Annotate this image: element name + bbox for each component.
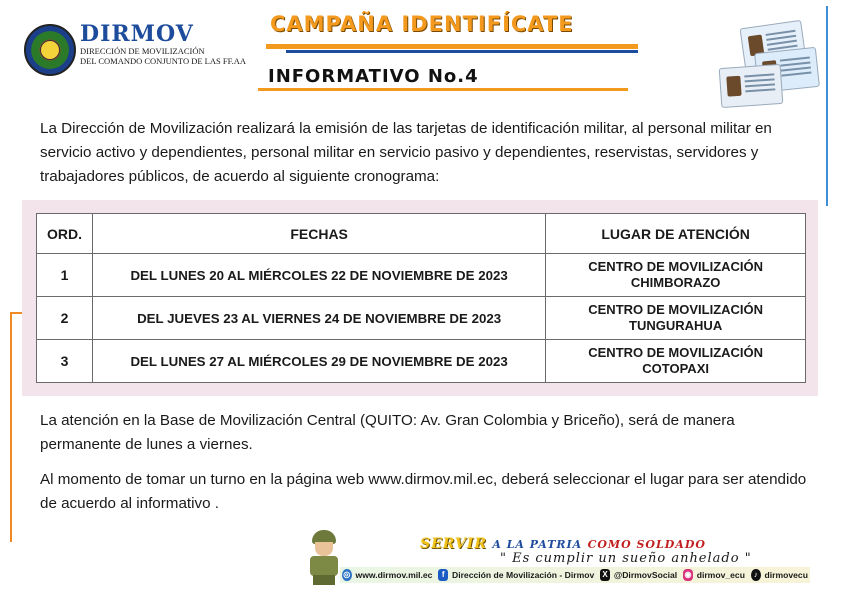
dirmov-seal-icon — [24, 24, 76, 76]
lugar-line-1: CENTRO DE MOVILIZACIÓN — [588, 302, 764, 317]
header-ord: ORD. — [37, 214, 93, 254]
x-link[interactable]: @DirmovSocial — [613, 570, 678, 580]
header-lugar: LUGAR DE ATENCIÓN — [546, 214, 806, 254]
row-fecha: DEL LUNES 27 AL MIÉRCOLES 29 DE NOVIEMBRE DE 2023 — [92, 340, 545, 383]
lugar-line-2: COTOPAXI — [642, 361, 709, 376]
row-ord: 1 — [37, 254, 93, 297]
instagram-icon: ◉ — [684, 570, 692, 579]
slogan-patria: A LA PATRIA — [492, 538, 583, 551]
web-link[interactable]: www.dirmov.mil.ec — [355, 570, 433, 580]
slogan — [420, 536, 810, 552]
row-ord: 3 — [37, 340, 93, 383]
table-row — [37, 254, 806, 297]
slogan-subtitle: " Es cumplir un sueño anhelado " — [500, 551, 752, 566]
lugar-line-1: CENTRO DE MOVILIZACIÓN — [588, 345, 764, 360]
table-row — [37, 297, 806, 340]
id-cards-icon — [712, 24, 822, 108]
web-turn-paragraph: Al momento de tomar un turno en la página web www.dirmov.mil.ec, deberá seleccionar el lugar para ser atendido de acuerdo al informativo . — [40, 471, 807, 512]
row-ord: 2 — [37, 297, 93, 340]
header-fechas: FECHAS — [92, 214, 545, 254]
frame-line-right — [826, 6, 828, 206]
brand-name: DIRMOV — [80, 21, 194, 47]
informativo-heading: INFORMATIVO No.4 — [268, 66, 479, 87]
table-row — [37, 340, 806, 383]
lugar-line-2: TUNGURAHUA — [629, 318, 723, 333]
brand-block — [80, 21, 247, 66]
row-fecha: DEL JUEVES 23 AL VIERNES 24 DE NOVIEMBRE DE 2023 — [92, 297, 545, 340]
facebook-icon: f — [438, 569, 448, 581]
campaign-title: CAMPAÑA IDENTIFÍCATE — [270, 12, 574, 36]
tiktok-icon: ♪ — [751, 569, 761, 581]
schedule-table — [36, 213, 806, 383]
facebook-link[interactable]: Dirección de Movilización - Dirmov — [451, 570, 595, 580]
informativo-underline — [258, 88, 628, 91]
brand-subtitle-2: DEL COMANDO CONJUNTO DE LAS FF.AA — [80, 56, 247, 66]
social-links-bar — [340, 567, 810, 583]
intro-paragraph: La Dirección de Movilización realizará la emisión de las tarjetas de identificación militar, al personal militar en servicio activo y dependientes, personal militar en servicio pasivo y dependientes, reservistas, servidores y trabajadores públicos, de acuerdo al siguiente cronograma: — [40, 120, 772, 185]
title-underline — [266, 44, 638, 60]
web-icon: ◎ — [343, 570, 351, 579]
id-card — [719, 64, 784, 108]
frame-line-left — [10, 312, 12, 542]
central-base-paragraph: La atención en la Base de Movilización Central (QUITO: Av. Gran Colombia y Briceño), será de manera permanente de lunes a viernes. — [40, 412, 735, 453]
instagram-link[interactable]: dirmov_ecu — [696, 570, 745, 580]
lugar-line-1: CENTRO DE MOVILIZACIÓN — [588, 259, 764, 274]
brand-subtitle-1: DIRECCIÓN DE MOVILIZACIÓN — [80, 46, 205, 56]
x-icon: X — [600, 569, 610, 581]
title-stripe-orange — [266, 44, 638, 49]
row-lugar — [546, 340, 806, 383]
tiktok-link[interactable]: dirmovecu — [764, 570, 808, 580]
row-lugar — [546, 254, 806, 297]
seal-emblem — [40, 40, 60, 60]
slogan-soldado: COMO SOLDADO — [587, 538, 706, 551]
row-fecha: DEL LUNES 20 AL MIÉRCOLES 22 DE NOVIEMBRE DE 2023 — [92, 254, 545, 297]
slogan-servir: SERVIR — [420, 536, 487, 552]
table-header-row — [37, 214, 806, 254]
title-stripe-blue — [286, 50, 638, 53]
row-lugar — [546, 297, 806, 340]
lugar-line-2: CHIMBORAZO — [630, 275, 721, 290]
